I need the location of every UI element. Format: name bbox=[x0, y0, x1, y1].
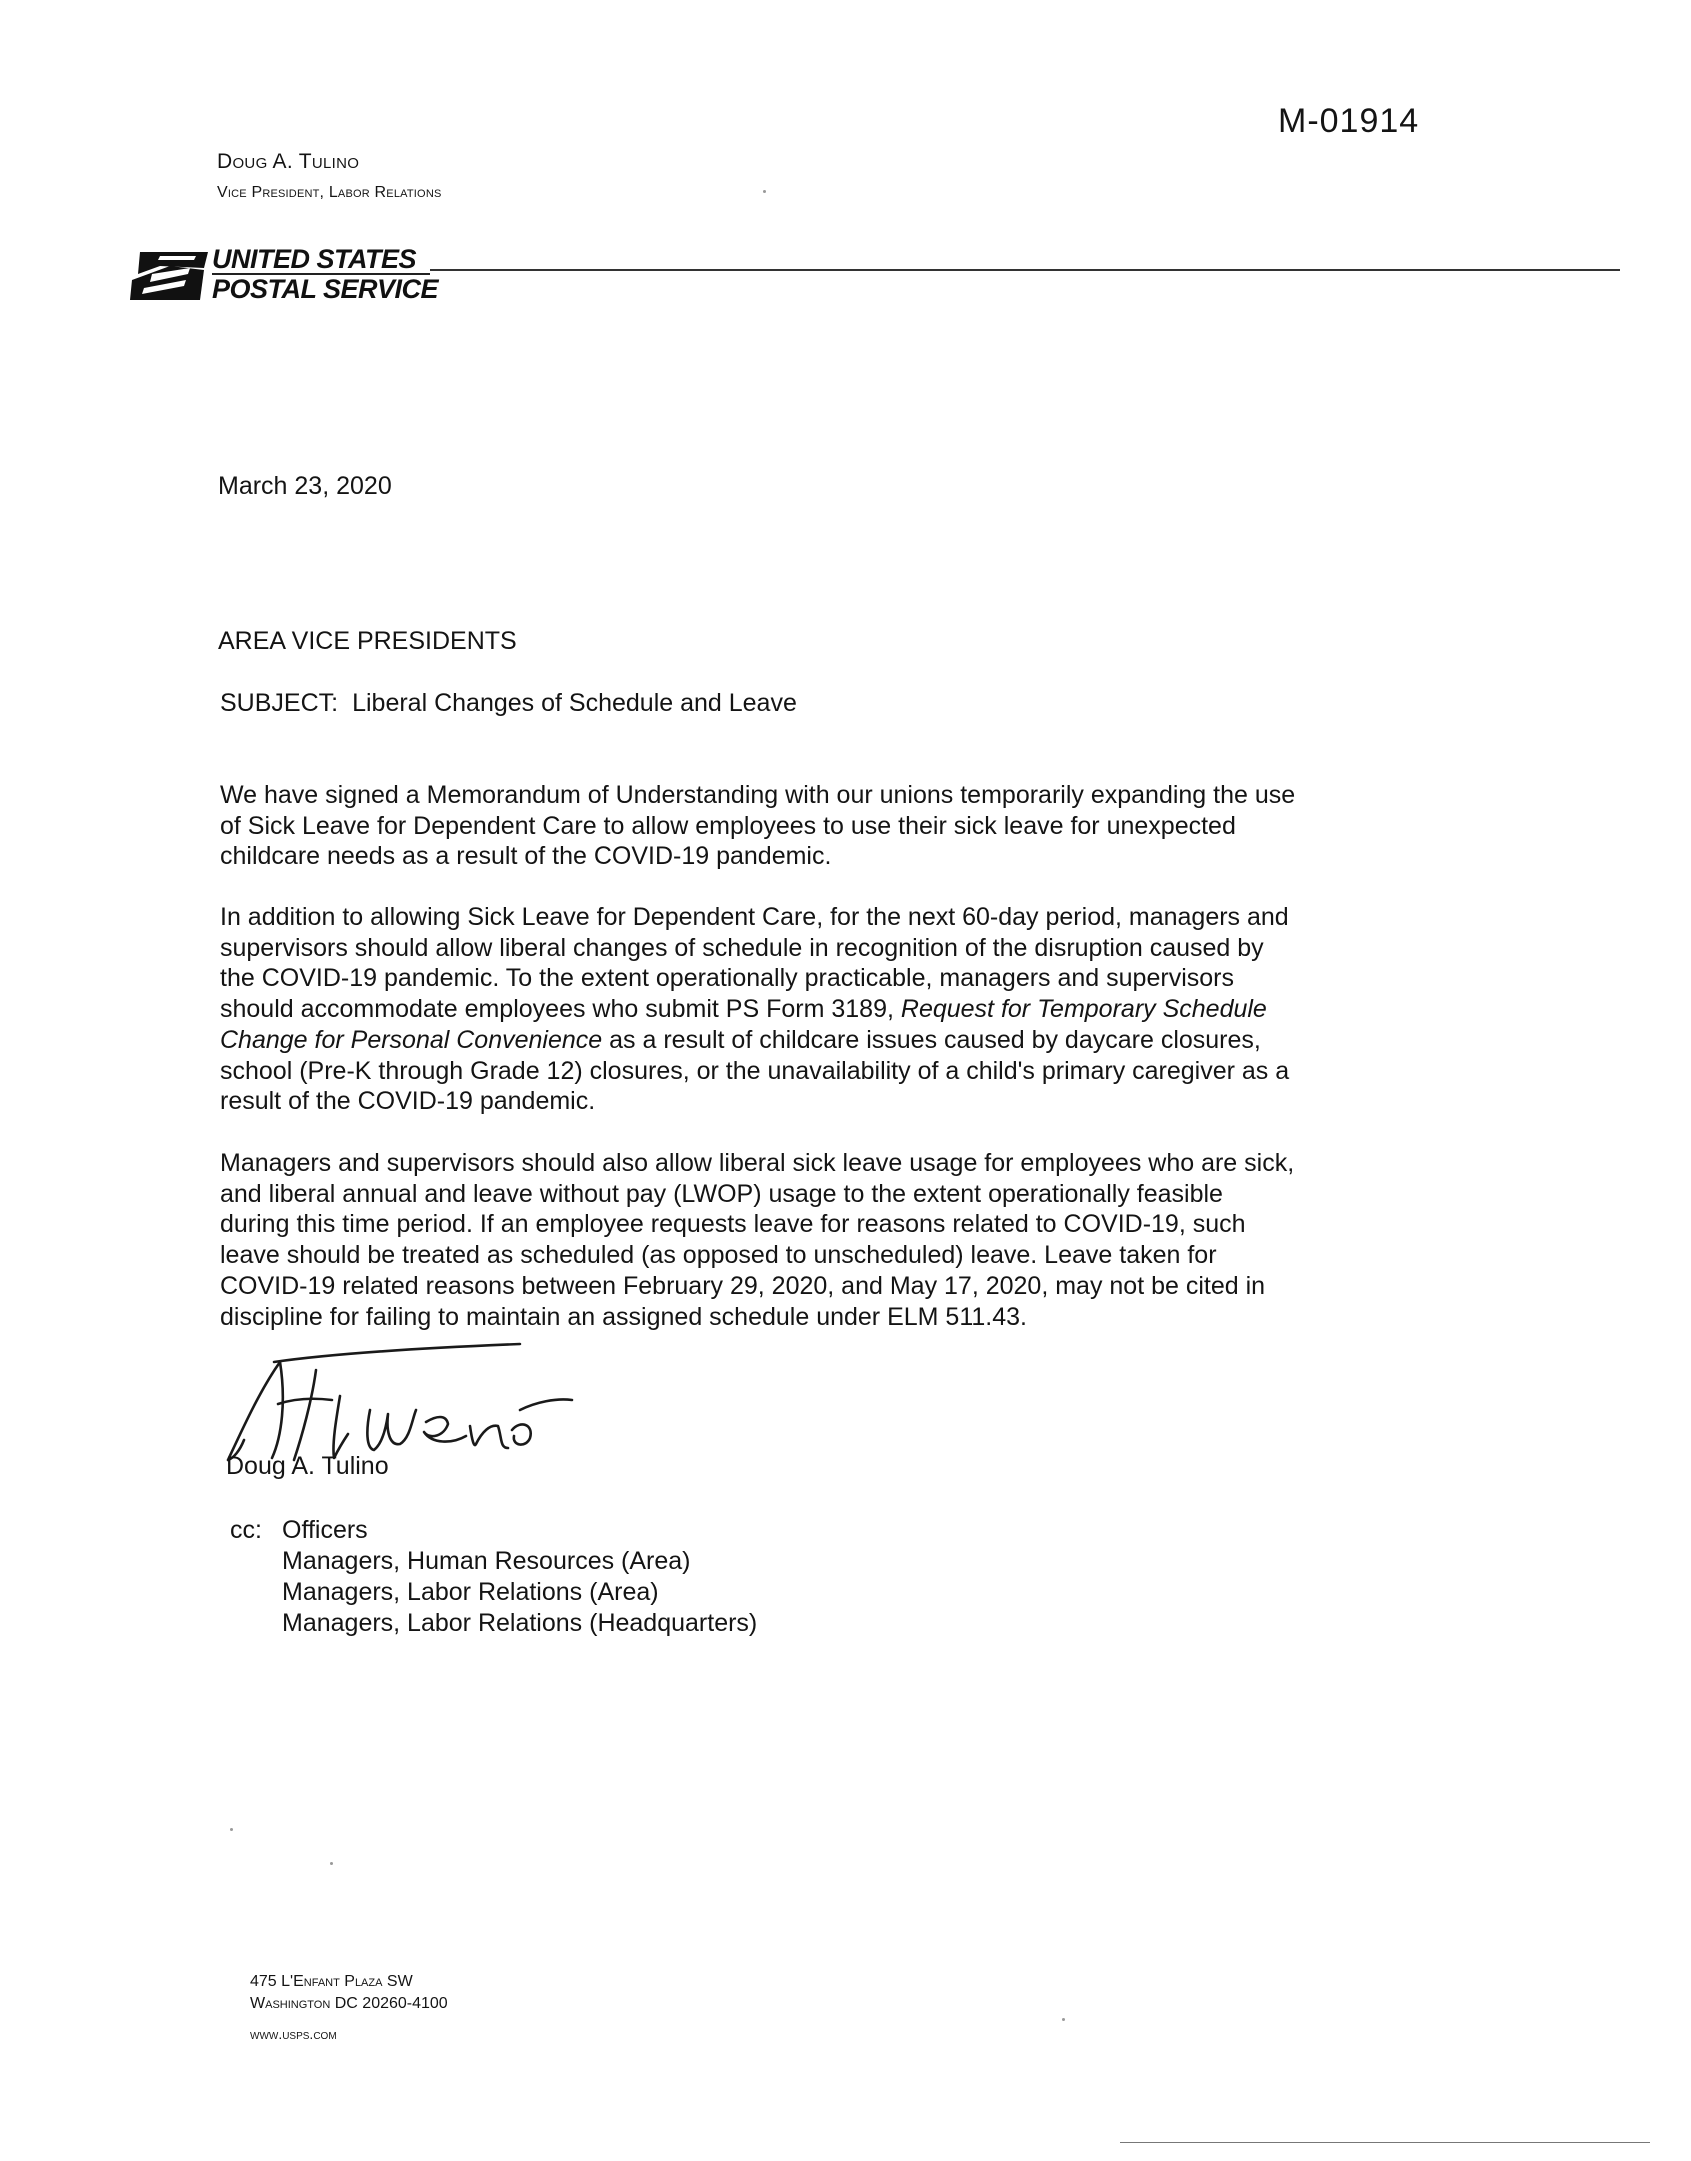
paragraph-text: should accommodate employees who submit PS Form 3189, bbox=[220, 995, 901, 1024]
cc-recipient: Managers, Labor Relations (Area) bbox=[282, 1578, 659, 1606]
subject-line bbox=[220, 688, 797, 719]
paragraph-line: In addition to allowing Sick Leave for Dependent Care, for the next 60-day period, managers and bbox=[220, 903, 1289, 931]
footer-address-line1: 475 L'Enfant Plaza SW bbox=[250, 1973, 413, 1990]
cc-recipient: Managers, Labor Relations (Headquarters) bbox=[282, 1609, 758, 1637]
paragraph-1 bbox=[220, 780, 1400, 872]
signed-name: Doug A. Tulino bbox=[226, 1452, 389, 1480]
sender-title: Vice President, Labor Relations bbox=[217, 184, 442, 201]
paragraph-line: of Sick Leave for Dependent Care to allow employees to use their sick leave for unexpected bbox=[220, 811, 1236, 840]
paragraph-line: result of the COVID-19 pandemic. bbox=[220, 1087, 596, 1116]
letter-date: March 23, 2020 bbox=[218, 472, 392, 500]
form-title-italic: Request for Temporary Schedule bbox=[900, 995, 1267, 1024]
cc-block bbox=[230, 1515, 757, 1639]
handwritten-signature-icon bbox=[220, 1340, 580, 1470]
paragraph-line bbox=[220, 1025, 1400, 1056]
paragraph-line: supervisors should allow liberal changes of schedule in recognition of the disruption caused by bbox=[220, 933, 1264, 962]
form-title-italic: Change for Personal Convenience bbox=[220, 1025, 603, 1054]
paragraph-line: discipline for failing to maintain an assigned schedule under ELM 511.43. bbox=[220, 1302, 1027, 1331]
cc-label: cc: bbox=[230, 1516, 262, 1544]
scan-speck bbox=[763, 190, 766, 193]
letterhead bbox=[130, 240, 1620, 306]
footer-address bbox=[250, 1971, 448, 2045]
paragraph-line: school (Pre-K through Grade 12) closures, or the unavailability of a child's primary caregiver as a bbox=[220, 1056, 1290, 1085]
scan-speck bbox=[1062, 2018, 1065, 2021]
document-number: M-01914 bbox=[1278, 102, 1420, 140]
paragraph-text: as a result of childcare issues caused by daycare closures, bbox=[602, 1025, 1261, 1054]
scan-speck bbox=[330, 1862, 333, 1865]
footer-address-line2: Washington DC 20260-4100 bbox=[250, 1995, 448, 2012]
subject-label: SUBJECT: bbox=[220, 689, 339, 717]
paragraph-line: We have signed a Memorandum of Understanding with our unions temporarily expanding the use bbox=[220, 781, 1296, 809]
letterhead-rule bbox=[430, 269, 1620, 271]
letterhead-line1: UNITED STATES bbox=[212, 244, 417, 274]
paragraph-line bbox=[220, 994, 1400, 1025]
paragraph-3 bbox=[220, 1148, 1400, 1332]
paragraph-line: childcare needs as a result of the COVID-19 pandemic. bbox=[220, 842, 832, 871]
cc-recipient: Managers, Human Resources (Area) bbox=[282, 1547, 691, 1575]
paragraph-line: leave should be treated as scheduled (as opposed to unscheduled) leave. Leave taken for bbox=[220, 1241, 1217, 1270]
paragraph-line: the COVID-19 pandemic. To the extent operationally practicable, managers and supervisors bbox=[220, 964, 1234, 993]
sender-name: Doug A. Tulino bbox=[217, 150, 360, 173]
usps-eagle-logo-icon bbox=[130, 244, 210, 304]
cc-line bbox=[230, 1515, 757, 1546]
paragraph-line: Managers and supervisors should also allow liberal sick leave usage for employees who are sick, bbox=[220, 1149, 1295, 1177]
paragraph-2 bbox=[220, 902, 1400, 1117]
subject-text: Liberal Changes of Schedule and Leave bbox=[352, 689, 797, 717]
scan-speck bbox=[230, 1828, 233, 1831]
paragraph-line: and liberal annual and leave without pay (LWOP) usage to the extent operationally feasible bbox=[220, 1179, 1223, 1208]
footer-website: www.usps.com bbox=[250, 2026, 337, 2042]
cc-recipient: Officers bbox=[282, 1516, 368, 1544]
letterhead-line2: POSTAL SERVICE bbox=[212, 274, 439, 304]
scan-edge-line bbox=[1120, 2142, 1650, 2143]
paragraph-line: during this time period. If an employee requests leave for reasons related to COVID-19, such bbox=[220, 1210, 1246, 1239]
recipient: AREA VICE PRESIDENTS bbox=[218, 627, 517, 655]
paragraph-line: COVID-19 related reasons between February 29, 2020, and May 17, 2020, may not be cited in bbox=[220, 1271, 1266, 1300]
